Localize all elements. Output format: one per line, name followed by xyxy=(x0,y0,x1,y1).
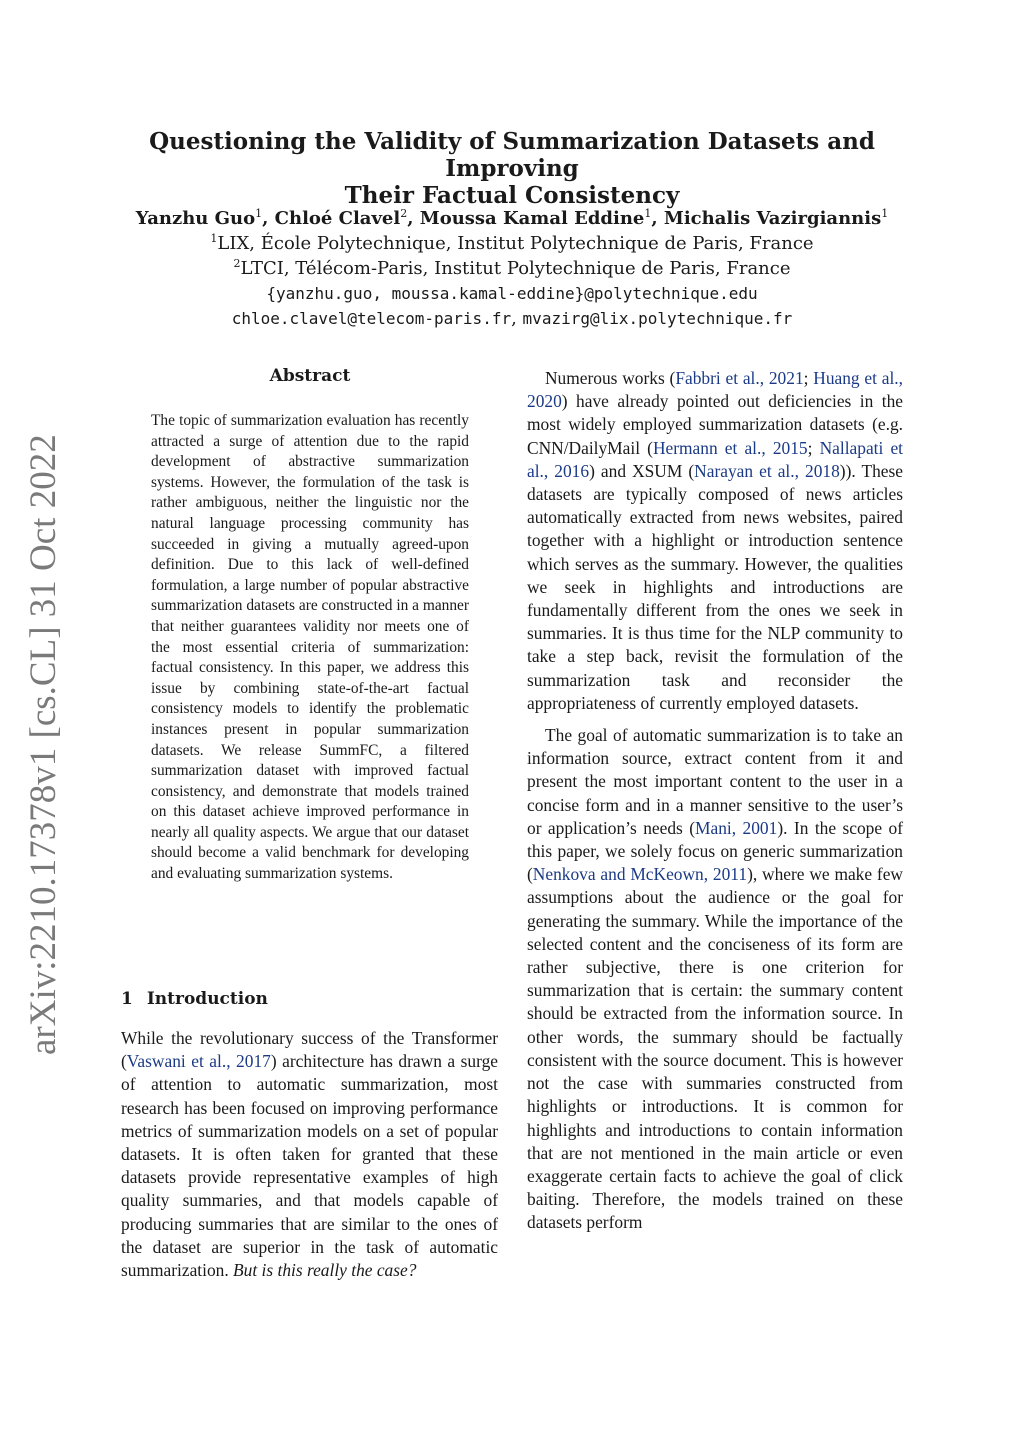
author-separator: , xyxy=(262,208,275,229)
email-address: mvazirg@lix.polytechnique.fr xyxy=(522,309,793,328)
paper-title xyxy=(100,128,924,209)
section-title: Introduction xyxy=(146,989,268,1009)
section-number: 1 xyxy=(121,989,133,1009)
affiliation-text: LTCI, Télécom-Paris, Institut Polytechnique de Paris, France xyxy=(240,258,791,279)
affiliation-text: LIX, École Polytechnique, Institut Polytechnique de Paris, France xyxy=(217,233,814,254)
abstract-heading: Abstract xyxy=(269,366,351,386)
citation-link[interactable]: Narayan et al., 2018 xyxy=(694,460,840,481)
citation-link[interactable]: Nenkova and McKeown, 2011 xyxy=(532,864,748,885)
citation-link[interactable]: Vaswani et al., 2017 xyxy=(126,1051,271,1072)
author-separator: , xyxy=(651,208,664,229)
citation-link[interactable]: Huang et al., 2020 xyxy=(527,368,903,412)
italic-question: But is this really the case? xyxy=(233,1260,417,1281)
title-line-2: Their Factual Consistency xyxy=(344,182,680,209)
paragraph-text: ) architecture has drawn a surge of attention to automatic summarization, most research has been focused on improving performance metrics of summarization models on a set of popular datasets. It is often taken for granted that these datasets provide representative examples of high quality summaries, and that models capable of producing summaries that are similar to the ones of the dataset are superior in the task of automatic summarization. xyxy=(121,1051,498,1281)
email-separator: , xyxy=(511,308,523,329)
paragraph-text: ) have already pointed out deficiencies in the most widely employed summarization datasets (e.g. CNN/DailyMail ( xyxy=(527,391,903,458)
email-line-1: {yanzhu.guo, moussa.kamal-eddine}@polytechnique.edu xyxy=(266,284,758,303)
abstract-text: The topic of summarization evaluation has recently attracted a surge of attention due to the rapid development of abstractive summarization systems. However, the formulation of the task is rather ambiguous, neither the linguistic nor the natural language processing community has succeeded in giving a mutually agreed-upon definition. Due to this lack of well-defined formulation, a large number of popular abstractive summarization datasets are constructed in a manner that neither guarantees validity nor meets one of the most essential criteria of summarization: factual consistency. In this paper, we address this issue by combining state-of-the-art factual consistency models to identify the problematic instances present in popular summarization datasets. We release SummFC, a filtered summarization dataset with improved factual consistency, and demonstrate that models trained on this dataset achieve improved performance in nearly all quality aspects. We argue that our dataset should become a valid benchmark for developing and evaluating summarization systems. xyxy=(151,412,469,883)
author-name: Moussa Kamal Eddine xyxy=(419,208,645,229)
citation-link[interactable]: Hermann et al., 2015 xyxy=(652,437,808,458)
author-separator: , xyxy=(407,208,420,229)
paragraph-text: The goal of automatic summarization is to take an information source, extract content from it and present the most important content to the user in a concise form and in a manner sensitive to the user’s or application’s needs ( xyxy=(527,725,903,838)
citation-separator: ; xyxy=(807,437,820,458)
paragraph-text: )). These datasets are typically composed of news articles automatically extracted from news websites, paired together with a highlight or introduction sentence which serves as the summary. However, the qualities we seek in highlights and introductions are fundamentally different from the ones we seek in summaries. It is thus time for the NLP community to take a step back, revisit the formulation of the summarization task and reconsider the appropriateness of currently employed datasets. xyxy=(527,460,903,713)
affiliation-mark: 2 xyxy=(400,207,408,220)
citation-separator: ; xyxy=(803,368,814,388)
author-names xyxy=(100,206,924,231)
paragraph-text: ) and XSUM ( xyxy=(589,460,695,481)
paragraph-text: While the revolutionary success of the Transformer ( xyxy=(121,1028,498,1072)
email-address: chloe.clavel@telecom-paris.fr xyxy=(231,309,512,328)
title-line-1: Questioning the Validity of Summarization Datasets and Improving xyxy=(149,128,875,182)
author-name: Yanzhu Guo xyxy=(135,208,256,229)
affiliation-line xyxy=(100,256,924,281)
author-block xyxy=(100,206,924,331)
citation-link[interactable]: Nallapati et al., 2016 xyxy=(527,437,904,481)
intro-paragraph-2 xyxy=(527,367,903,715)
author-name: Chloé Clavel xyxy=(274,208,401,229)
affiliation-mark: 1 xyxy=(255,207,263,220)
intro-paragraph-1 xyxy=(121,1027,498,1282)
affiliation-mark: 1 xyxy=(644,207,652,220)
author-name: Michalis Vazirgiannis xyxy=(663,208,882,229)
email-line-2 xyxy=(100,306,924,331)
citation-link[interactable]: Mani, 2001 xyxy=(695,817,778,838)
affiliation-number: 2 xyxy=(233,257,241,270)
paragraph-text: ). In the scope of this paper, we solely focus on generic summarization ( xyxy=(527,817,904,885)
paragraph-text: ), where we make few assumptions about the audience or the goal for generating the summary. While the importance of the selected content and the conciseness of its form are rather subjective, there is one criterion for summarization that is certain: the summary content should be extracted from the information source. In other words, the summary should be factually consistent with the source document. This is however not the case with summaries constructed from highlights or introductions. It is common for highlights and introductions to contain information that are not mentioned in the main article or even exaggerate certain facts to achieve the goal of click baiting. Therefore, the models trained on these datasets perform xyxy=(527,864,903,1233)
citation-link[interactable]: Fabbri et al., 2021 xyxy=(675,368,804,388)
affiliation-mark: 1 xyxy=(881,207,889,220)
intro-paragraph-3 xyxy=(527,724,903,1234)
section-heading xyxy=(121,989,268,1009)
affiliation-line xyxy=(100,231,924,256)
affiliation-number: 1 xyxy=(210,232,218,245)
paragraph-text: Numerous works ( xyxy=(545,368,676,388)
arxiv-stamp: arXiv:2210.17378v1 [cs.CL] 31 Oct 2022 xyxy=(23,434,64,1055)
right-column xyxy=(527,367,903,1244)
